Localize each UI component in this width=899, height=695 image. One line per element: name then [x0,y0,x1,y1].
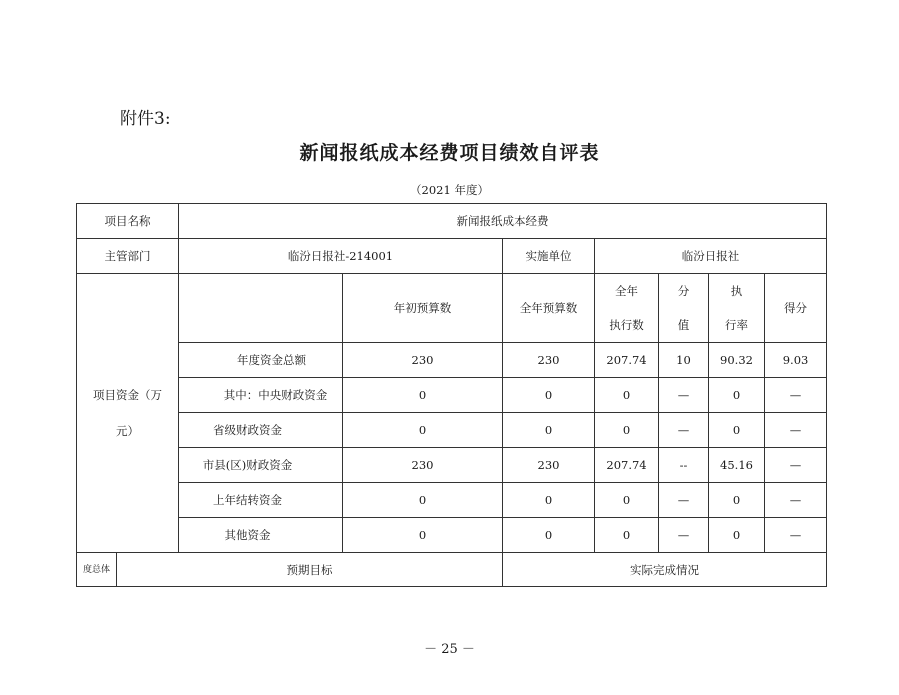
fund-exec-rate: 0 [709,518,765,553]
header-executed: 全年 执行数 [595,274,659,343]
fund-score-value: -- [659,448,709,483]
fund-initial: 0 [343,378,503,413]
fund-score: — [765,448,827,483]
impl-unit-value: 临汾日报社 [595,239,827,274]
page-title: 新闻报纸成本经费项目绩效自评表 [299,142,600,164]
year-note: （2021 年度） [410,183,489,197]
project-name-row [77,204,827,239]
goals-side-label: 度总体 [77,553,117,587]
fund-score-value: — [659,483,709,518]
fund-full-year: 0 [503,483,595,518]
fund-initial: 0 [343,413,503,448]
fund-exec-rate: 45.16 [709,448,765,483]
fund-score-value: 10 [659,343,709,378]
fund-exec-rate: 0 [709,483,765,518]
fund-score: — [765,483,827,518]
fund-initial: 230 [343,343,503,378]
attachment-label: 附件3: [120,109,171,129]
funds-header-blank [179,274,343,343]
fund-full-year: 230 [503,343,595,378]
fund-name: 上年结转资金 [179,483,343,518]
fund-initial: 0 [343,483,503,518]
project-name-value: 新闻报纸成本经费 [179,204,827,239]
department-row [77,239,827,274]
fund-executed: 0 [595,483,659,518]
self-evaluation-table [76,203,827,587]
header-full-year-budget: 全年预算数 [503,274,595,343]
fund-initial: 0 [343,518,503,553]
funds-row [77,343,827,378]
fund-name: 其中：中央财政资金 [179,378,343,413]
fund-executed: 0 [595,378,659,413]
fund-full-year: 230 [503,448,595,483]
header-score-value: 分 值 [659,274,709,343]
funds-label: 项目资金（万 元） [77,274,179,553]
header-initial-budget: 年初预算数 [343,274,503,343]
fund-score-value: — [659,413,709,448]
actual-completion-header: 实际完成情况 [503,553,827,587]
fund-name: 其他资金 [179,518,343,553]
department-value: 临汾日报社-214001 [179,239,503,274]
fund-exec-rate: 0 [709,413,765,448]
expected-goals-header: 预期目标 [117,553,503,587]
funds-row [77,518,827,553]
funds-row [77,448,827,483]
fund-name: 年度资金总额 [179,343,343,378]
fund-initial: 230 [343,448,503,483]
fund-executed: 207.74 [595,343,659,378]
fund-score: — [765,378,827,413]
department-label: 主管部门 [77,239,179,274]
funds-header-row [77,274,827,343]
fund-full-year: 0 [503,378,595,413]
fund-executed: 207.74 [595,448,659,483]
fund-executed: 0 [595,413,659,448]
header-exec-rate: 执 行率 [709,274,765,343]
goals-row [77,553,827,587]
fund-name: 省级财政资金 [179,413,343,448]
fund-full-year: 0 [503,518,595,553]
page-number: － 25 － [424,642,475,657]
funds-row [77,378,827,413]
fund-full-year: 0 [503,413,595,448]
fund-score: — [765,413,827,448]
funds-row [77,483,827,518]
fund-score: 9.03 [765,343,827,378]
fund-exec-rate: 90.32 [709,343,765,378]
project-name-label: 项目名称 [77,204,179,239]
impl-unit-label: 实施单位 [503,239,595,274]
fund-name: 市县(区)财政资金 [179,448,343,483]
header-score: 得分 [765,274,827,343]
fund-score-value: — [659,518,709,553]
fund-executed: 0 [595,518,659,553]
fund-score-value: — [659,378,709,413]
fund-score: — [765,518,827,553]
funds-row [77,413,827,448]
fund-exec-rate: 0 [709,378,765,413]
